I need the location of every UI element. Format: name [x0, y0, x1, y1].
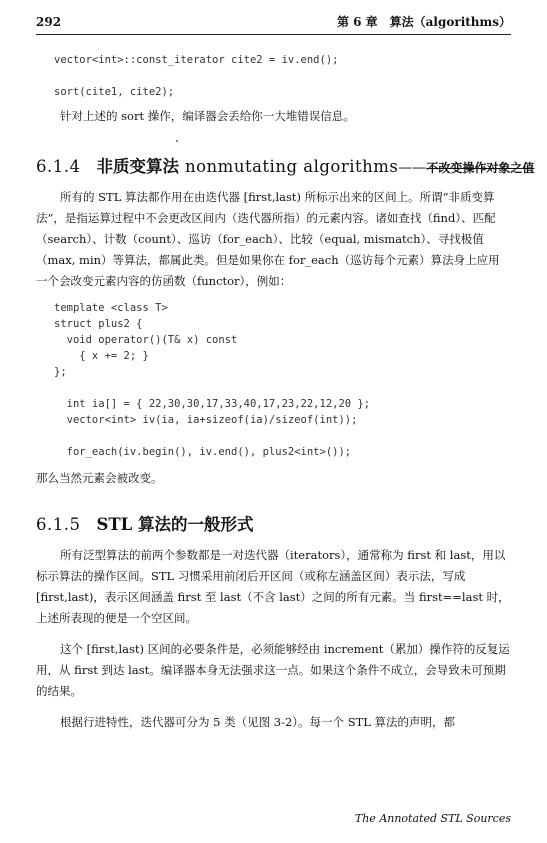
section-title: STL 算法的一般形式: [96, 515, 254, 534]
paragraph-general-3: 根据行进特性，迭代器可分为 5 类（见图 3-2）。每一个 STL 算法的声明，都: [60, 715, 456, 729]
page-header: [36, 12, 511, 35]
section-dash: ——: [398, 160, 427, 176]
paragraph-nonmutating: 所有的 STL 算法都作用在由迭代器 [first,last) 所标示出来的区间上。所谓“非质变算法”，是指运算过程中不会更改区间内（迭代器所指）的元素内容。诸如查找（find）、匹配（search）、计数（count）、巡访（for_each）、比较（equal, mismatch）、寻找极值（max, min）等算法，都属此类。但是如果你在 for_each（巡访每个元素）算法身上应用一个会改变元素内容的仿函数（functor），例如：: [36, 190, 500, 288]
page-number: 292: [36, 15, 62, 29]
code-line: int ia[] = { 22,30,30,17,33,40,17,23,22,12,20 };: [54, 398, 371, 410]
code-line: struct plus2 {: [54, 318, 143, 330]
code-line: template <class T>: [54, 302, 168, 314]
paragraph-error: 针对上述的 sort 操作，编译器会丢给你一大堆错误信息。: [60, 109, 355, 123]
section-struck-text: 不改变操作对象之值: [426, 161, 535, 175]
page-footer: The Annotated STL Sources: [354, 812, 511, 825]
code-line: { x += 2; }: [54, 350, 149, 362]
code-line: void operator()(T& x) const: [54, 334, 238, 346]
code-line: };: [54, 366, 67, 378]
section-heading-6-1-4: [36, 153, 535, 177]
section-number: 6.1.5: [36, 515, 81, 534]
code-line: for_each(iv.begin(), iv.end(), plus2<int>());: [54, 446, 352, 458]
code-line: vector<int> iv(ia, ia+sizeof(ia)/sizeof(int));: [54, 414, 358, 426]
section-subtitle: nonmutating algorithms: [184, 157, 399, 176]
section-heading-6-1-5: [36, 511, 511, 535]
paragraph-general-1: 所有泛型算法的前两个参数都是一对迭代器（iterators），通常称为 first 和 last，用以标示算法的操作区间。STL 习惯采用前闭后开区间（或称左涵盖区间）表示法，写成 [first,last)，表示区间涵盖 first 至 last（不含 last）之间的所有元素。当 first==last 时，上述所表现的便是一个空区间。: [36, 548, 510, 625]
section-title: 非质变算法: [96, 157, 179, 176]
page-body: [36, 44, 535, 733]
paragraph-changed: 那么当然元素会被改变。: [36, 471, 163, 485]
code-line: sort(cite1, cite2);: [54, 86, 175, 98]
code-line: vector<int>::const_iterator cite2 = iv.end();: [54, 54, 339, 66]
code-block-top: [36, 52, 511, 100]
paragraph-general-2: 这个 [first,last) 区间的必要条件是，必须能够经由 increment（累加）操作符的反复运用，从 first 到达 last。编译器本身无法强求这一点。如果这个条件不成立，会导致未可预期的结果。: [36, 642, 510, 698]
section-number: 6.1.4: [36, 157, 81, 176]
chapter-title: 第 6 章 算法（algorithms）: [336, 15, 511, 29]
code-block-plus2: [36, 300, 511, 460]
